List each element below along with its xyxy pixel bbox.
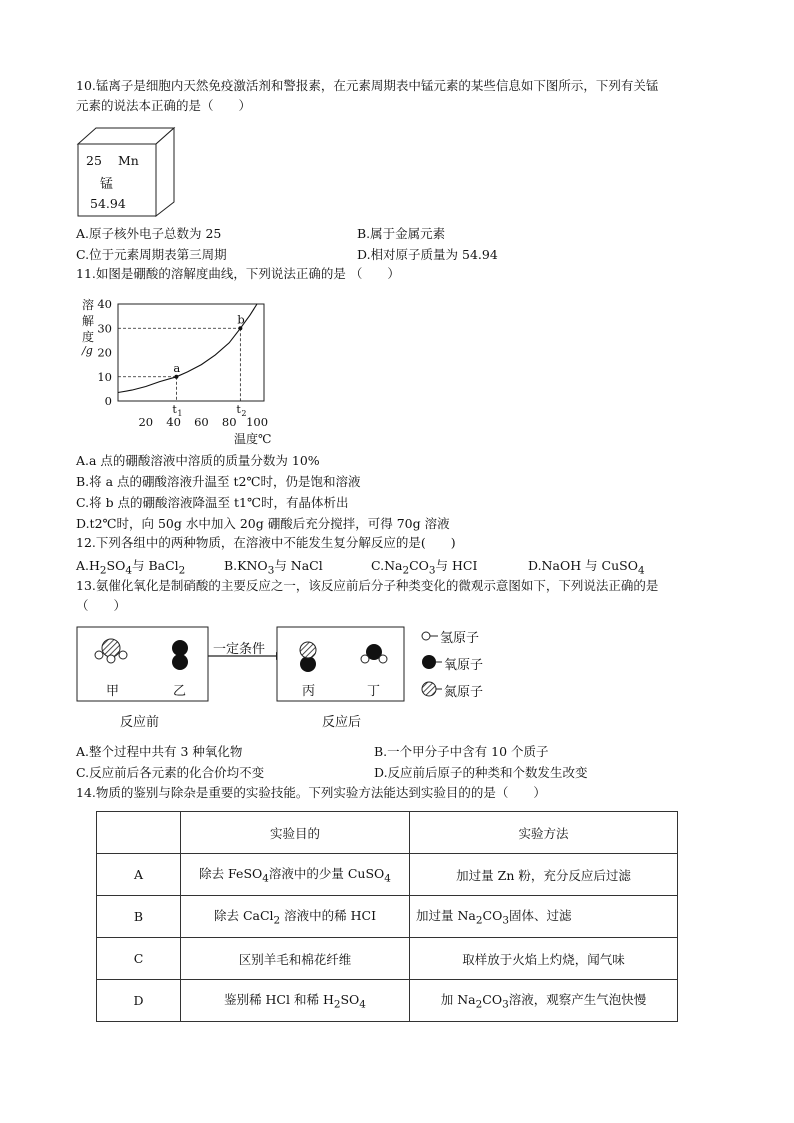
- row-goal: 区别羊毛和棉花纤维: [181, 938, 410, 980]
- header-cell-method: 实验方法: [410, 812, 678, 854]
- row-label: C: [97, 938, 181, 980]
- element-cell-diagram: [76, 126, 176, 218]
- q13-option-a: A.整个过程中共有 3 种氧化物: [76, 744, 243, 759]
- reaction-condition: 一定条件: [213, 642, 266, 657]
- solubility-chart: [76, 292, 286, 450]
- q10-option-d: D.相对原子质量为 54.94: [357, 247, 498, 262]
- x-tick-label: 40: [166, 415, 181, 429]
- chart-ylabel-1: 溶: [82, 298, 95, 312]
- q10-option-a: A.原子核外电子总数为 25: [76, 226, 222, 241]
- legend-o-icon: [422, 655, 442, 669]
- label-yi: 乙: [173, 684, 187, 699]
- y-tick-label: 40: [97, 297, 112, 311]
- t2-label: t: [236, 403, 241, 416]
- q10-option-b: B.属于金属元素: [357, 226, 446, 241]
- q10-stem-line2: 元素的说法本正确的是（ ）: [76, 98, 252, 113]
- q13-stem-line1: 13.氨催化氧化是制硝酸的主要反应之一，该反应前后分子种类变化的微观示意图如下，下列说法正确的是: [76, 578, 659, 593]
- point-label-a: a: [173, 360, 181, 375]
- y-tick-label: 10: [97, 369, 112, 384]
- y-tick-label: 30: [97, 321, 112, 336]
- row-method: 加过量 Zn 粉，充分反应后过滤: [410, 854, 678, 896]
- q13-option-d: D.反应前后原子的种类和个数发生改变: [374, 765, 588, 780]
- y-tick-label: 0: [104, 394, 112, 408]
- table-row: [97, 938, 678, 980]
- q13-option-b: B.一个甲分子中含有 10 个质子: [374, 744, 549, 759]
- chart-ylabel-2: 解: [82, 314, 95, 328]
- q11-option-d: D.t2℃时，向 50g 水中加入 20g 硼酸后充分搅拌，可得 70g 溶液: [76, 516, 450, 531]
- x-tick-label: 60: [194, 415, 209, 429]
- legend-h-icon: [422, 632, 438, 640]
- point-label-b: b: [237, 312, 245, 327]
- table-row: [97, 854, 678, 896]
- x-tick-label: 100: [246, 415, 269, 429]
- row-method: 取样放于火焰上灼烧，闻气味: [410, 938, 678, 980]
- header-cell-blank: [97, 812, 181, 854]
- after-box: [277, 627, 404, 701]
- q12-option-a: $A.H_2SO_4$与 BaCl$_2$: [76, 558, 186, 577]
- row-goal: 除去 FeSO$_4$溶液中的少量 CuSO$_4$: [181, 854, 410, 896]
- y-tick-label: 20: [97, 345, 112, 360]
- t1-subscript: 1: [177, 409, 183, 418]
- t1-label: t: [172, 403, 177, 416]
- q10-stem-line1: 10.锰离子是细胞内天然免疫激活剂和警报素，在元素周期表中锰元素的某些信息如下图所示，下列有关锰: [76, 78, 659, 93]
- q12-option-d: D.NaOH 与 CuSO$_4$: [528, 558, 645, 577]
- row-goal: 鉴别稀 HCl 和稀 $H_2SO_4$: [181, 980, 410, 1022]
- q13-stem-line2: （ ）: [76, 598, 127, 613]
- row-label: A: [97, 854, 181, 896]
- legend-n-icon: [422, 682, 442, 696]
- legend-h-label: 氢原子: [440, 631, 480, 646]
- q13-option-c: C.反应前后各元素的化合价均不变: [76, 765, 265, 780]
- chart-ylabel-4: /g: [82, 344, 93, 357]
- label-before: 反应前: [120, 715, 160, 730]
- q11-option-b: B.将 a 点的硼酸溶液升温至 t2℃时，仍是饱和溶液: [76, 474, 361, 489]
- q12-stem: 12.下列各组中的两种物质，在溶液中不能发生复分解反应的是( ): [76, 535, 456, 550]
- q14-stem: 14.物质的鉴别与除杂是重要的实验技能。下列实验方法能达到实验目的的是（ ）: [76, 785, 546, 800]
- chart-xlabel: 温度℃: [234, 432, 272, 446]
- row-label: B: [97, 896, 181, 938]
- header-cell-goal: 实验目的: [181, 812, 410, 854]
- q10-option-c: C.位于元素周期表第三周期: [76, 247, 227, 262]
- x-tick-label: 20: [138, 415, 154, 429]
- solubility-curve: [118, 304, 257, 393]
- q11-option-a: A.a 点的硼酸溶液中溶质的质量分数为 10%: [76, 453, 320, 468]
- q12-option-c: $C.Na_2CO_3$与 HCI: [371, 558, 478, 577]
- q12-option-b: $B.KNO_3$与 NaCl: [224, 558, 323, 577]
- experiment-table: [96, 811, 678, 1022]
- label-ding: 丁: [367, 684, 381, 699]
- element-name: 锰: [100, 177, 114, 192]
- row-method: 加过量 $Na_2CO_3$固体、过滤: [410, 896, 678, 938]
- row-method: 加 $Na_2CO_3$溶液，观察产生气泡快慢: [410, 980, 678, 1022]
- row-label: D: [97, 980, 181, 1022]
- chart-ylabel-3: 度: [82, 330, 95, 344]
- before-box: [77, 627, 208, 701]
- point-a: [174, 375, 178, 379]
- element-mass: 54.94: [90, 196, 126, 211]
- q11-stem: 11.如图是硼酸的溶解度曲线，下列说法正确的是 （ ）: [76, 266, 400, 281]
- q11-option-c: C.将 b 点的硼酸溶液降温至 t1℃时，有晶体析出: [76, 495, 349, 510]
- table-row: [97, 980, 678, 1022]
- table-row: [97, 896, 678, 938]
- t2-subscript: 2: [241, 409, 247, 418]
- legend-n-label: 氮原子: [444, 685, 484, 700]
- reaction-diagram: [76, 626, 516, 734]
- label-jia: 甲: [106, 684, 120, 699]
- point-b: [238, 326, 242, 330]
- element-symbol: Mn: [118, 153, 139, 168]
- legend-o-label: 氧原子: [444, 658, 484, 673]
- label-bing: 丙: [302, 684, 316, 699]
- label-after: 反应后: [322, 715, 362, 730]
- x-tick-label: 80: [221, 415, 237, 429]
- table-header-row: [97, 812, 678, 854]
- row-goal: 除去 CaCl$_2$ 溶液中的稀 HCI: [181, 896, 410, 938]
- element-number: 25: [86, 153, 102, 168]
